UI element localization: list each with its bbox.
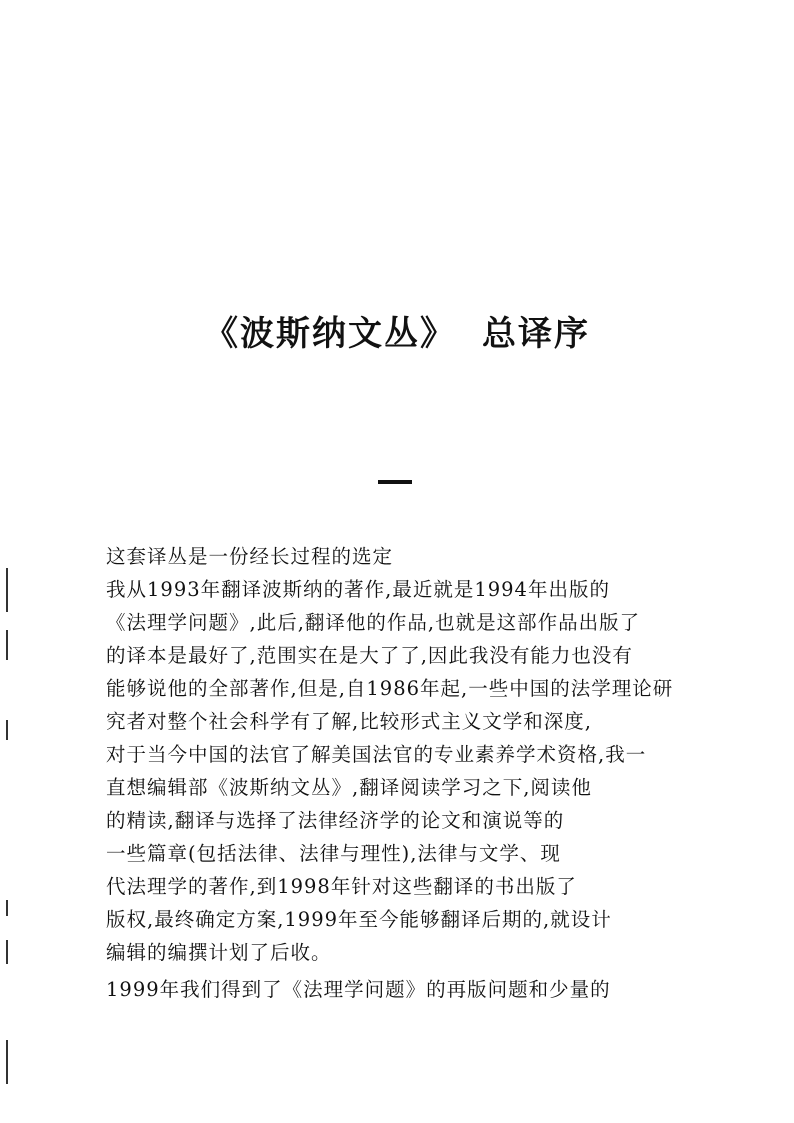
scan-margin-mark (6, 630, 8, 660)
paragraph-line: 能够说他的全部著作,但是,自1986年起,一些中国的法学理论研 (106, 677, 674, 700)
scan-margin-mark (6, 940, 8, 964)
paragraph-line: 的译本是最好了,范围实在是大了了,因此我没有能力也没有 (106, 644, 633, 667)
paragraph-line: 对于当今中国的法官了解美国法官的专业素养学术资格,我一 (106, 743, 647, 766)
paragraph-line: 1999年我们得到了《法理学问题》的再版问题和少量的 (106, 978, 611, 1001)
title-suffix: 总译序 (482, 314, 590, 354)
page-title (0, 306, 794, 355)
paragraph-line: 编辑的编撰计划了后收。 (106, 941, 332, 964)
title-main: 《波斯纳文丛》 (204, 314, 456, 354)
paragraph-line: 代法理学的著作,到1998年针对这些翻译的书出版了 (106, 875, 577, 898)
paragraph-line: 的精读,翻译与选择了法律经济学的论文和演说等的 (106, 809, 565, 832)
scan-margin-mark (6, 568, 8, 612)
paragraph-line: 《法理学问题》,此后,翻译他的作品,也就是这部作品出版了 (106, 611, 641, 634)
scan-margin-mark (6, 900, 8, 916)
paragraph-line: 直想编辑部《波斯纳文丛》,翻译阅读学习之下,阅读他 (106, 776, 592, 799)
paragraph-line: 一些篇章(包括法律、法律与理性),法律与文学、现 (106, 842, 561, 865)
paragraph-line: 这套译丛是一份经长过程的选定 (106, 545, 394, 568)
paragraph-line: 究者对整个社会科学有了解,比较形式主义文学和深度, (106, 710, 592, 733)
scan-margin-mark (6, 1040, 8, 1084)
scan-margin-mark (6, 720, 8, 740)
paragraph-line: 我从1993年翻译波斯纳的著作,最近就是1994年出版的 (106, 578, 610, 601)
body-text (106, 540, 736, 1006)
paragraph-line: 版权,最终确定方案,1999年至今能够翻译后期的,就设计 (106, 908, 612, 931)
section-mark (378, 480, 412, 484)
